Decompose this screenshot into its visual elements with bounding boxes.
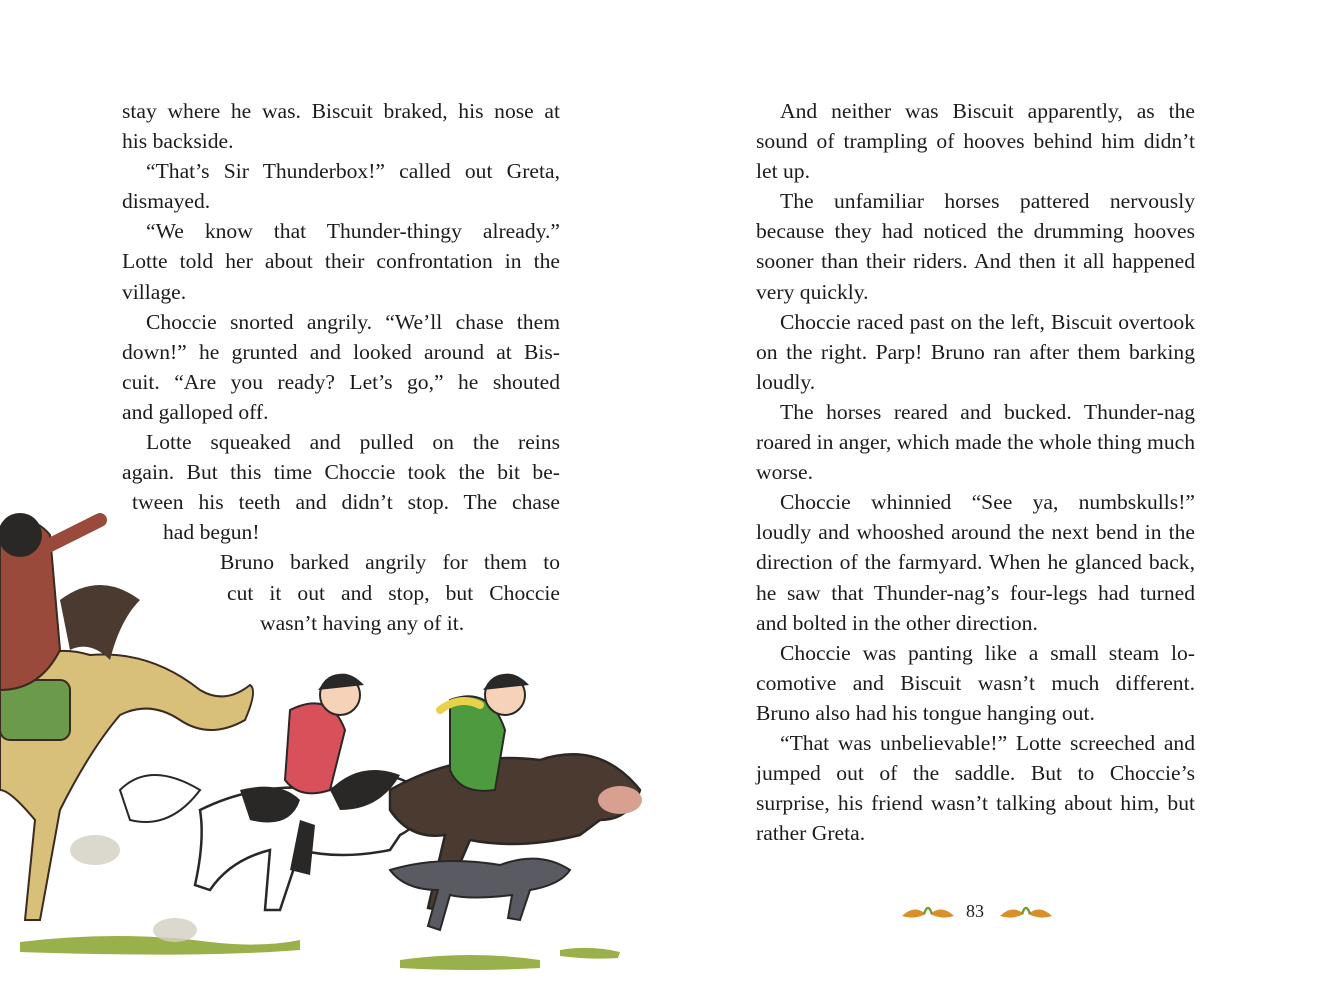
carrot-ornament-left-icon (900, 900, 956, 924)
left-page-text (122, 96, 560, 638)
paragraph: The unfamiliar horses pattered nervously because they had noticed the drumming hooves sooner than their riders. And then it all happened very quickly. (756, 189, 1195, 304)
text-line: again. But this time Choccie took the bit be- (122, 460, 560, 485)
text-line: Lotte told her about their confrontation in the (122, 249, 560, 274)
paragraph: And neither was Biscuit apparently, as the sound of trampling of hooves behind him didn’t let up. (756, 99, 1195, 184)
text-line: dismayed. (122, 189, 211, 214)
page-number: 83 (966, 901, 984, 921)
grass-strips (20, 936, 620, 970)
carrot-ornament-right-icon (998, 900, 1054, 924)
paragraph: Choccie raced past on the left, Biscuit overtook on the right. Parp! Bruno ran after them barking loudly. (756, 309, 1195, 394)
text-line: and galloped off. (122, 399, 269, 424)
text-line: down!” he grunted and looked around at Bis- (122, 339, 560, 364)
right-page-text (756, 96, 1195, 848)
text-line: stay where he was. Biscuit braked, his nose at (122, 99, 560, 123)
paragraph: The horses reared and bucked. Thunder-nag roared in anger, which made the whole thing much worse. (756, 399, 1195, 485)
page-footer (0, 896, 1317, 926)
text-line: Bruno barked angrily for them to (220, 550, 560, 575)
text-line: had begun! (163, 520, 260, 545)
text-line: “That’s Sir Thunderbox!” called out Greta, (146, 159, 560, 184)
text-line: Lotte squeaked and pulled on the reins (146, 430, 560, 455)
text-line: cut it out and stop, but Choccie (227, 580, 560, 605)
paragraph: Choccie was panting like a small steam locomotive and Biscuit wasn’t much different. Bruno also had his tongue hanging out. (756, 640, 1195, 725)
text-line: cuit. “Are you ready? Let’s go,” he shouted (122, 369, 560, 394)
text-line: “We know that Thunder-thingy already.” (146, 219, 560, 244)
paragraph: “That was unbelievable!” Lotte screeched and jumped out of the saddle. But to Choccie’s surprise, his friend wasn’t talking about him, but rather Greta. (756, 730, 1195, 846)
text-line: wasn’t having any of it. (260, 610, 465, 635)
text-line: Choccie snorted angrily. “We’ll chase them (146, 309, 560, 334)
text-line: his backside. (122, 129, 234, 154)
text-line: tween his teeth and didn’t stop. The chase (132, 490, 560, 515)
text-line: village. (122, 279, 187, 304)
paragraph: Choccie whinnied “See ya, numbskulls!” loudly and whooshed around the next bend in the direction of the farmyard. When he glanced back, he saw that Thunder-nag’s four-legs had turned and bolted in the other direction. (756, 490, 1195, 635)
